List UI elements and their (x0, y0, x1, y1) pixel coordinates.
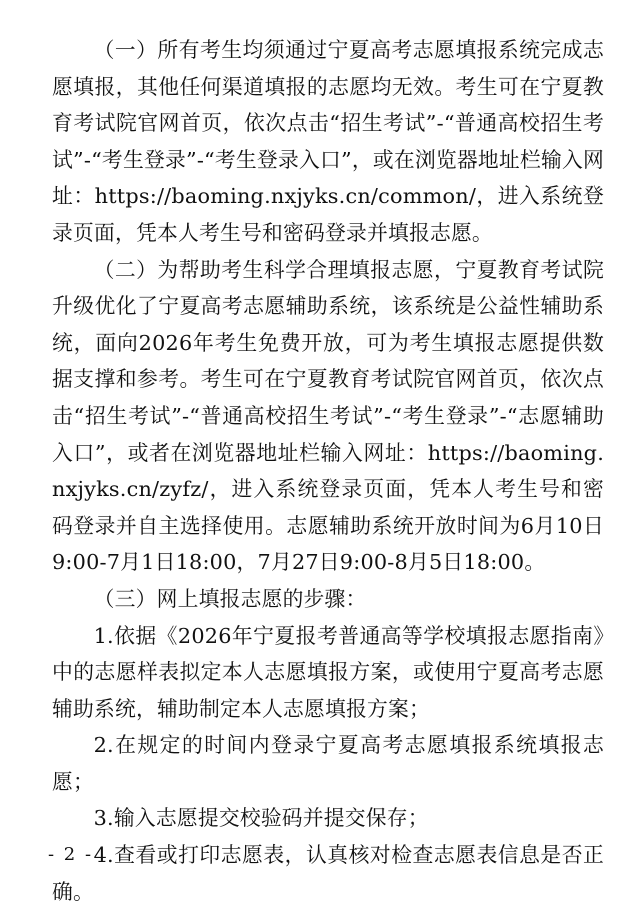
paragraph-4: 1.依据《2026年宁夏报考普通高等学校填报志愿指南》中的志愿样表拟定本人志愿填报方案，或使用宁夏高考志愿辅助系统，辅助制定本人志愿填报方案； (52, 623, 604, 721)
page-number: - 2 - (48, 844, 94, 865)
paragraph-5: 2.在规定的时间内登录宁夏高考志愿填报系统填报志愿； (52, 733, 604, 794)
paragraph-2: （二）为帮助考生科学合理填报志愿，宁夏教育考试院升级优化了宁夏高考志愿辅助系统，该系统是公益性辅助系统，面向2026年考生免费开放，可为考生填报志愿提供数据支撑和参考。考生可在宁夏教育考试院官网首页，依次点击“招生考试”-“普通高校招生考试”-“考生登录”-“志愿辅助入口”，或者在浏览器地址栏输入网址：https://baoming.nxjyks.cn/zyfz/，进入系统登录页面，凭本人考生号和密码登录并自主选择使用。志愿辅助系统开放时间为6月10日9:00-7月1日18:00，7月27日9:00-8月5日18:00。 (52, 257, 604, 575)
paragraph-3: （三）网上填报志愿的步骤： (93, 586, 367, 611)
paragraph-6: 3.输入志愿提交校验码并提交保存； (93, 806, 429, 831)
paragraph-7: 4.查看或打印志愿表，认真核对检查志愿表信息是否正确。 (52, 843, 604, 904)
paragraph-1: （一）所有考生均须通过宁夏高考志愿填报系统完成志愿填报，其他任何渠道填报的志愿均无效。考生可在宁夏教育考试院官网首页，依次点击“招生考试”-“普通高校招生考试”-“考生登录”-“考生登录入口”，或在浏览器地址栏输入网址：https://baoming.nxjyks.cn/common/，进入系统登录页面，凭本人考生号和密码登录并填报志愿。 (52, 38, 604, 245)
document-body (52, 32, 604, 910)
